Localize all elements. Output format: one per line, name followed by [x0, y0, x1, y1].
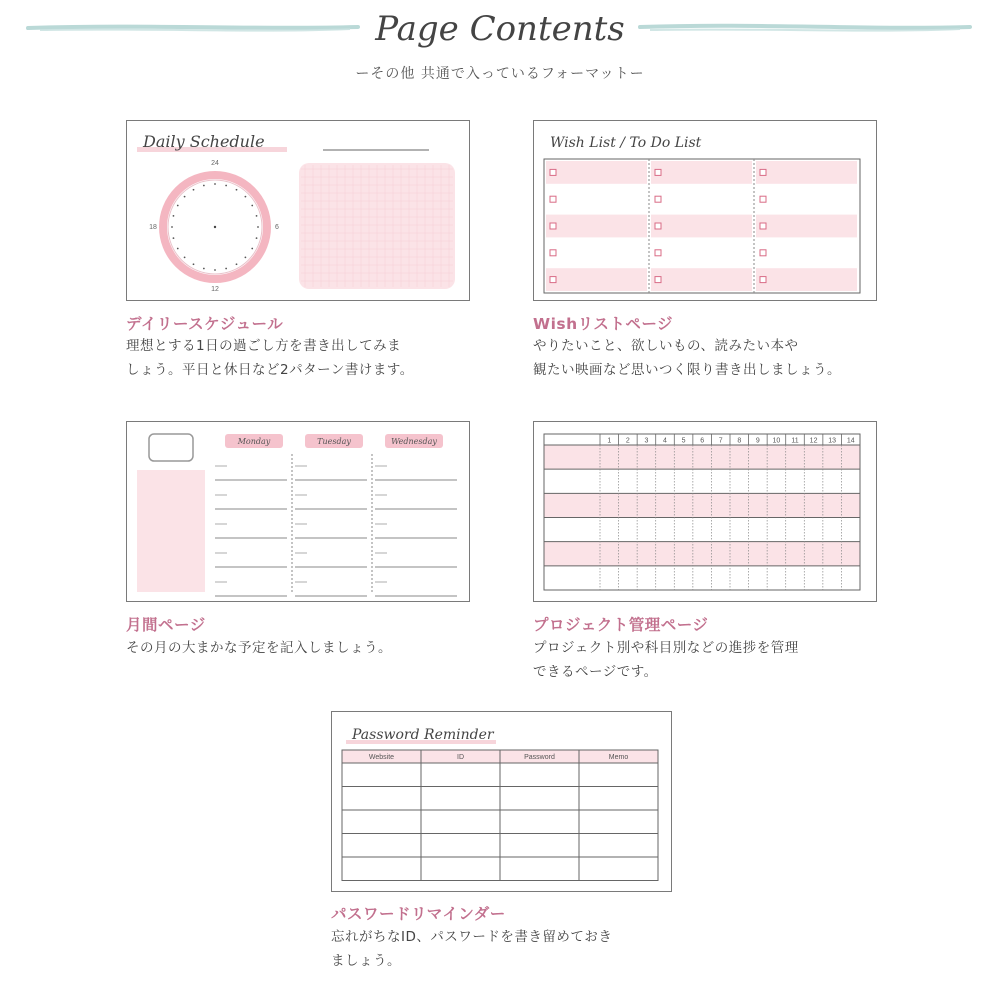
clock-hour-dot: [184, 196, 186, 198]
clock-hour-dot: [256, 237, 258, 239]
page-title: Page Contents: [375, 9, 625, 49]
clock-hour-dot: [203, 268, 205, 270]
section-title-project: プロジェクト管理ページ: [533, 616, 709, 634]
wish-list-card: [533, 120, 877, 301]
monthly-day-tab: Wednesday: [391, 437, 437, 446]
clock-hour-dot: [214, 269, 216, 271]
clock-hour-dot: [193, 189, 195, 191]
wish-checkbox: [760, 250, 766, 256]
section-desc-wish: やりたいこと、欲しいもの、読みたい本や 観たい映画など思いつく限り書き出しましょう。: [533, 338, 841, 378]
project-day-header: 3: [644, 437, 649, 445]
clock-hour-dot: [251, 205, 253, 207]
section-desc-daily: 理想とする1日の過ごし方を書き出してみま しょう。平日と休日など2パターン書けます。: [126, 338, 414, 378]
wish-checkbox: [655, 277, 661, 283]
clock-hour-dot: [184, 257, 186, 259]
project-day-header: 4: [663, 437, 667, 445]
clock-label-bottom: 12: [211, 286, 219, 293]
clock-hour-dot: [225, 185, 227, 187]
clock-hour-dot: [245, 196, 247, 198]
project-day-header: 7: [718, 437, 723, 445]
wish-checkbox: [550, 277, 556, 283]
wish-checkbox: [760, 196, 766, 202]
page-subtitle: ーその他 共通で入っているフォーマットー: [355, 66, 645, 82]
project-day-header: 12: [809, 437, 818, 445]
clock-label-left: 18: [149, 224, 157, 231]
wish-checkbox: [550, 223, 556, 229]
clock-hour-dot: [203, 185, 205, 187]
wish-checkbox: [760, 223, 766, 229]
clock-hour-dot: [251, 248, 253, 250]
password-card-title: Password Reminder: [352, 727, 494, 743]
section-title-daily: デイリースケジュール: [126, 315, 284, 333]
section-desc-password: 忘れがちなID、パスワードを書き留めておき ましょう。: [331, 929, 613, 969]
project-card: [533, 421, 877, 602]
clock-hour-dot: [177, 248, 179, 250]
clock-hour-dot: [245, 257, 247, 259]
password-column-header: Password: [524, 754, 555, 761]
wish-checkbox: [655, 169, 661, 175]
project-day-header: 8: [737, 437, 742, 445]
section-desc-monthly: その月の大まかな予定を記入しましょう。: [126, 640, 392, 656]
clock-hour-dot: [193, 263, 195, 265]
wish-checkbox: [550, 250, 556, 256]
wish-checkbox: [655, 250, 661, 256]
password-column-header: Website: [368, 754, 395, 761]
clock-label-right: 6: [275, 224, 279, 231]
project-day-header: 10: [772, 437, 781, 445]
section-title-password: パスワードリマインダー: [331, 905, 506, 923]
clock-hour-dot: [225, 268, 227, 270]
project-day-header: 13: [828, 437, 837, 445]
monthly-card: [126, 421, 470, 602]
project-day-header: 1: [607, 437, 612, 445]
clock-hour-dot: [236, 263, 238, 265]
monthly-day-tab: Tuesday: [317, 437, 351, 446]
section-title-monthly: 月間ページ: [126, 616, 206, 634]
password-card: [331, 711, 672, 892]
password-column-header: Memo: [608, 754, 629, 761]
project-day-header: 2: [625, 437, 630, 445]
project-day-header: 6: [700, 437, 705, 445]
project-day-header: 9: [755, 437, 760, 445]
clock-hour-dot: [173, 215, 175, 217]
wish-card-title: Wish List / To Do List: [550, 135, 702, 151]
project-day-header: 5: [681, 437, 686, 445]
monthly-day-tab: Monday: [237, 437, 271, 446]
wish-checkbox: [550, 169, 556, 175]
clock-hour-dot: [214, 183, 216, 185]
section-desc-project: プロジェクト別や科目別などの進捗を管理 できるページです。: [533, 640, 799, 680]
clock-hour-dot: [236, 189, 238, 191]
wish-checkbox: [655, 223, 661, 229]
project-day-header: 14: [846, 437, 855, 445]
clock-hour-dot: [256, 215, 258, 217]
wish-checkbox: [760, 169, 766, 175]
clock-label-top: 24: [211, 160, 219, 167]
wish-checkbox: [550, 196, 556, 202]
clock-hour-dot: [177, 205, 179, 207]
daily-card-title: Daily Schedule: [143, 132, 265, 151]
clock-hour-dot: [173, 237, 175, 239]
clock-hour-dot: [257, 226, 259, 228]
section-title-wish: Wishリストページ: [533, 315, 674, 333]
password-column-header: ID: [457, 754, 464, 761]
wish-checkbox: [655, 196, 661, 202]
wish-checkbox: [760, 277, 766, 283]
daily-schedule-card: [126, 120, 470, 301]
page-header: [0, 0, 1000, 60]
clock-hour-dot: [171, 226, 173, 228]
project-day-header: 11: [791, 437, 799, 445]
header-art: [0, 0, 1000, 60]
